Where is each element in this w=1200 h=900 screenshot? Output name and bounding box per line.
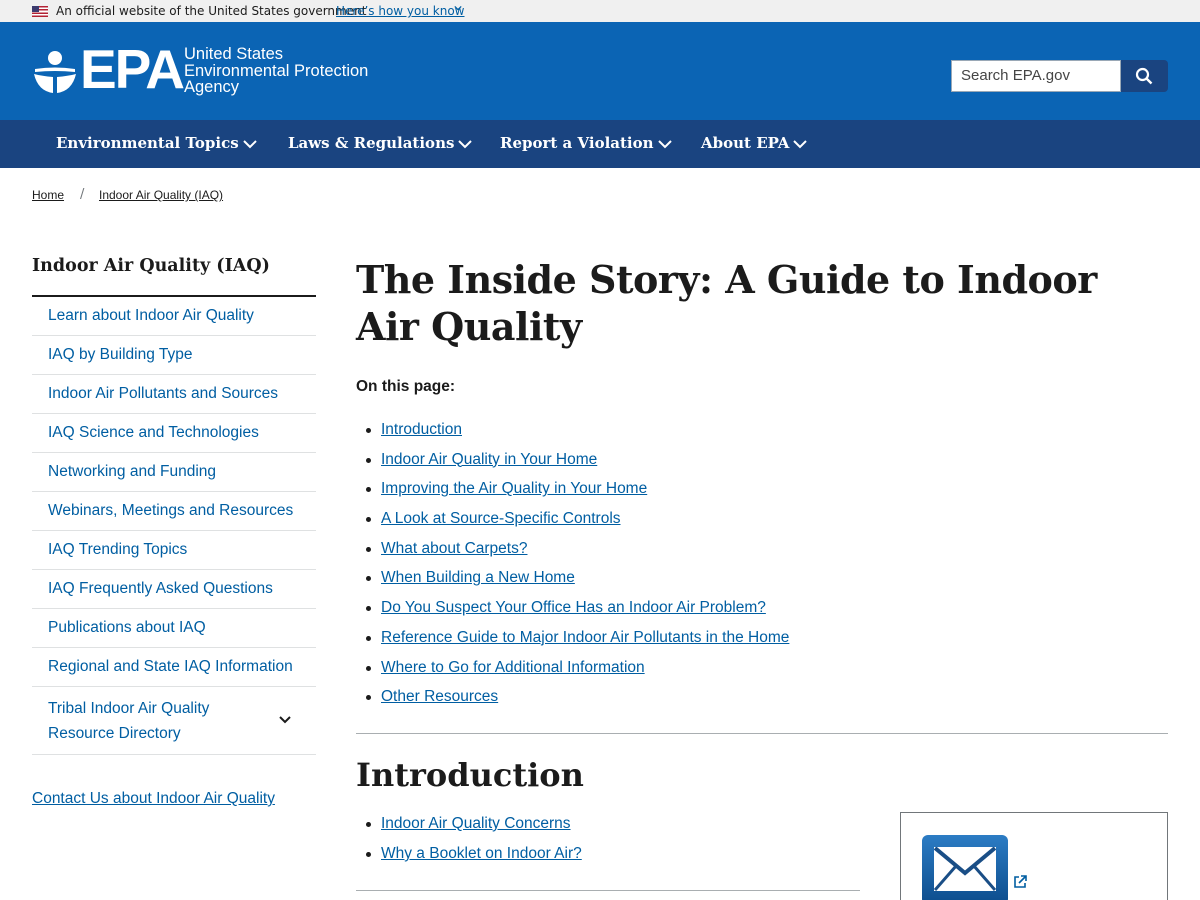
sidebar-item-webinars[interactable]: Webinars, Meetings and Resources [32, 492, 316, 531]
sidebar-item-tribal[interactable] [32, 687, 316, 755]
nav-label: Report a Violation [500, 134, 654, 152]
agency-name-line: United States [184, 45, 284, 63]
sidebar-item-pollutants[interactable]: Indoor Air Pollutants and Sources [32, 375, 316, 414]
list-item [356, 477, 789, 507]
breadcrumb-separator: / [80, 187, 85, 202]
section-divider [356, 733, 1168, 734]
heres-how-you-know-link[interactable]: Here’s how you know [336, 4, 465, 18]
page-title: The Inside Story: A Guide to Indoor Air Quality [356, 257, 1097, 349]
toc-link[interactable]: Reference Guide to Major Indoor Air Pollutants in the Home [381, 628, 790, 646]
gov-banner [0, 0, 1200, 22]
list-item [356, 812, 582, 842]
section-link[interactable]: Indoor Air Quality Concerns [381, 815, 571, 832]
section-link-list [356, 812, 582, 872]
list-item [356, 596, 789, 626]
sidebar-item-science[interactable]: IAQ Science and Technologies [32, 414, 316, 453]
sidebar-item-networking[interactable]: Networking and Funding [32, 453, 316, 492]
sidebar-item-publications[interactable]: Publications about IAQ [32, 609, 316, 648]
envelope-shape [934, 847, 996, 891]
nav-environmental-topics[interactable] [56, 134, 257, 152]
external-link-icon[interactable] [1013, 875, 1027, 889]
sidebar-item-learn[interactable]: Learn about Indoor Air Quality [32, 297, 316, 336]
toc-link[interactable]: Improving the Air Quality in Your Home [381, 480, 648, 498]
site-header [0, 22, 1200, 120]
chevron-down-icon [658, 139, 672, 149]
chevron-down-icon[interactable] [454, 4, 462, 12]
on-this-page-label: On this page: [356, 378, 456, 395]
sidebar-item-label: Tribal Indoor Air Quality Resource Directory [48, 700, 210, 742]
toc-link[interactable]: Indoor Air Quality in Your Home [381, 450, 598, 468]
us-flag-icon [32, 6, 48, 17]
list-item [356, 626, 789, 656]
list-item [356, 685, 789, 715]
list-item [356, 507, 789, 537]
sidebar-item-trending[interactable]: IAQ Trending Topics [32, 531, 316, 570]
sidebar-title[interactable]: Indoor Air Quality (IAQ) [32, 256, 270, 276]
epa-logo-text[interactable]: EPA [80, 38, 184, 100]
nav-laws-regulations[interactable] [288, 134, 472, 152]
list-item [356, 418, 789, 448]
nav-label: Environmental Topics [56, 134, 239, 152]
nav-label: About EPA [701, 134, 790, 152]
gov-banner-text: An official website of the United States government [56, 4, 367, 18]
list-item [356, 537, 789, 567]
list-item [356, 566, 789, 596]
agency-name-line: Agency [184, 78, 240, 96]
sidebar-item-faq[interactable]: IAQ Frequently Asked Questions [32, 570, 316, 609]
chevron-down-icon [458, 139, 472, 149]
nav-label: Laws & Regulations [288, 134, 455, 152]
main-nav [0, 120, 1200, 168]
search-input[interactable]: Search EPA.gov [951, 60, 1121, 92]
breadcrumb-iaq[interactable]: Indoor Air Quality (IAQ) [99, 188, 224, 202]
agency-name[interactable] [184, 46, 368, 96]
nav-about-epa[interactable] [701, 134, 807, 152]
toc-link[interactable]: Introduction [381, 421, 462, 438]
chevron-down-icon[interactable] [278, 715, 292, 725]
sidebar-item-regional[interactable]: Regional and State IAQ Information [32, 648, 316, 687]
list-item [356, 656, 789, 686]
list-item [356, 448, 789, 478]
sidebar-item-building-type[interactable]: IAQ by Building Type [32, 336, 316, 375]
nav-report-violation[interactable] [500, 134, 672, 152]
section-title: Introduction [356, 756, 584, 794]
epa-seal-icon[interactable] [32, 49, 78, 95]
envelope-icon[interactable] [922, 835, 1008, 900]
contact-us-link[interactable]: Contact Us about Indoor Air Quality [32, 790, 275, 807]
on-this-page-list [356, 418, 789, 715]
email-subscribe-box [900, 812, 1168, 900]
chevron-down-icon [793, 139, 807, 149]
search-icon [1135, 67, 1153, 85]
chevron-down-icon [243, 139, 257, 149]
section-link[interactable]: Why a Booklet on Indoor Air? [381, 845, 582, 862]
toc-link[interactable]: When Building a New Home [381, 569, 575, 587]
toc-link[interactable]: What about Carpets? [381, 539, 528, 557]
agency-name-line: Environmental Protection [184, 61, 369, 80]
toc-link[interactable]: A Look at Source-Specific Controls [381, 510, 621, 528]
search-button[interactable] [1121, 60, 1168, 92]
toc-link[interactable]: Do You Suspect Your Office Has an Indoor Air Problem? [381, 599, 766, 617]
toc-link[interactable]: Where to Go for Additional Information [381, 658, 645, 676]
section-divider [356, 890, 860, 891]
toc-link[interactable]: Other Resources [381, 688, 499, 706]
list-item [356, 842, 582, 872]
breadcrumb-home[interactable]: Home [32, 188, 65, 202]
sidebar-nav [32, 297, 316, 755]
